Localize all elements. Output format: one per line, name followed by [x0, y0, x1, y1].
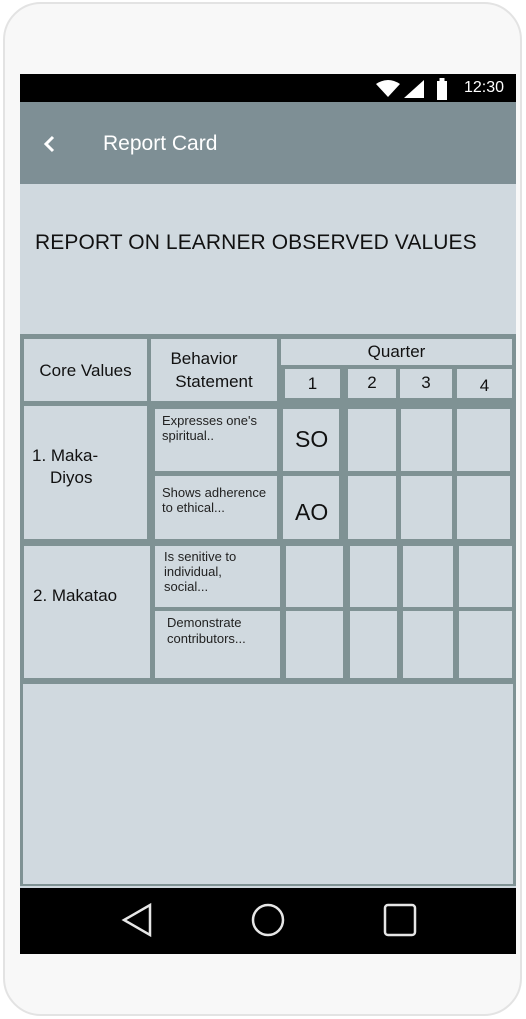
grade-cell[interactable] [283, 476, 339, 539]
report-heading: REPORT ON LEARNER OBSERVED VALUES [35, 231, 477, 254]
back-triangle-icon[interactable] [120, 902, 154, 938]
app-bar [20, 102, 516, 184]
grade-cell[interactable] [350, 611, 397, 678]
grade-cell[interactable] [350, 546, 397, 607]
header-behavior-line1: Behavior [170, 349, 238, 368]
grade-cell[interactable] [457, 476, 510, 539]
grade-cell[interactable] [459, 546, 512, 607]
statement-row-2-1 [155, 546, 280, 607]
grade-cell[interactable] [403, 611, 453, 678]
signal-icon [404, 80, 424, 98]
statement-line2: contributors... [167, 631, 246, 646]
grade-cell[interactable] [348, 409, 396, 471]
header-behavior-line2: Statement [175, 372, 253, 391]
recents-square-icon[interactable] [382, 902, 418, 938]
grade-cell[interactable] [286, 611, 343, 678]
header-behavior-statement [151, 339, 277, 401]
statement-row-1-2 [155, 476, 277, 539]
statement-line2: to ethical... [162, 500, 225, 515]
header-quarter-1: 1 [285, 369, 340, 398]
grade-cell[interactable] [403, 546, 453, 607]
statement-row-2-2 [155, 611, 280, 678]
status-bar [20, 74, 516, 102]
statement-line1: Demonstrate [167, 615, 242, 630]
statement-line2: spiritual.. [162, 428, 215, 443]
core-value-makatao [24, 546, 150, 678]
phone-frame [3, 2, 522, 1016]
core-value-line1: 2. Makatao [33, 586, 118, 605]
core-value-line2: Diyos [50, 468, 93, 487]
grade-cell[interactable] [401, 409, 452, 471]
values-table [20, 334, 516, 886]
grade-cell[interactable] [348, 476, 396, 539]
statement-line2: individual, [164, 564, 222, 579]
statement-line3: social... [164, 579, 209, 594]
statement-line1: Expresses one's [162, 413, 257, 428]
chevron-left-icon[interactable] [42, 134, 56, 154]
header-quarter-4: 4 [457, 369, 512, 398]
home-circle-icon[interactable] [250, 902, 286, 938]
battery-icon [436, 78, 448, 100]
status-time: 12:30 [463, 79, 504, 96]
grade-cell[interactable] [457, 409, 510, 471]
grade-cell[interactable] [286, 546, 343, 607]
screen [20, 74, 516, 954]
grade-cell[interactable] [459, 611, 512, 678]
statement-row-1-1 [155, 409, 277, 471]
header-core-values-label: Core Values [39, 361, 132, 380]
wifi-icon [376, 80, 400, 98]
grade-value: SO [295, 426, 329, 452]
core-value-line1: 1. Maka- [32, 446, 99, 465]
grade-value: AO [295, 499, 329, 525]
header-quarter-3: 3 [400, 369, 452, 398]
core-value-maka-diyos [24, 406, 147, 539]
page-title: Report Card [103, 132, 218, 155]
header-core-values [24, 339, 147, 401]
navigation-bar [20, 888, 516, 954]
header-quarter-label: Quarter [367, 342, 426, 361]
grade-cell[interactable] [401, 476, 452, 539]
empty-area [23, 684, 513, 884]
statement-line1: Is senitive to [164, 549, 237, 564]
statement-line1: Shows adherence [162, 485, 267, 500]
header-quarter [281, 339, 512, 365]
header-quarter-2: 2 [348, 369, 396, 398]
grade-cell[interactable] [283, 409, 339, 471]
